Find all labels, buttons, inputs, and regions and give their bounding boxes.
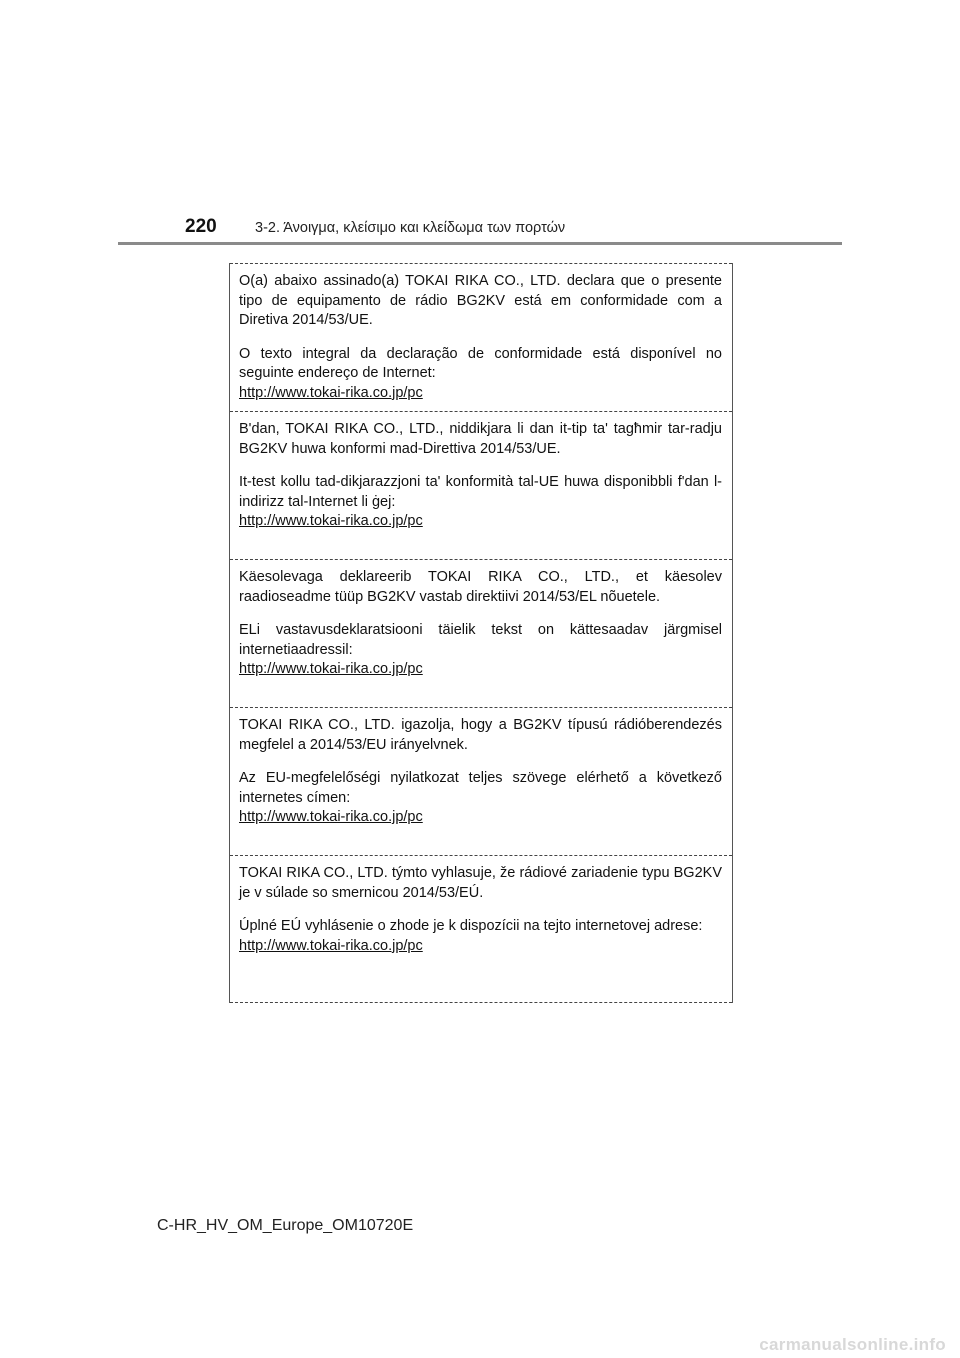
declaration-availability: O texto integral da declaração de conformidade está disponível no seguinte endereço de Internet: <box>239 345 722 381</box>
declaration-availability: It-test kollu tad-dikjarazzjoni ta' konformità tal-UE huwa disponibbli f'dan l-indirizz tal-Internet li ġej: <box>239 474 722 510</box>
declaration-url-link[interactable]: http://www.tokai-rika.co.jp/pc <box>239 513 423 529</box>
watermark: carmanualsonline.info <box>759 1335 946 1354</box>
declaration-url-link[interactable]: http://www.tokai-rika.co.jp/pc <box>239 384 423 401</box>
page-header <box>185 216 565 238</box>
declaration-slovak <box>230 855 732 1003</box>
declaration-statement: B'dan, TOKAI RIKA CO., LTD., niddikjara li dan it-tip ta' tagħmir tar-radju BG2KV huwa konformi mad-Direttiva 2014/53/UE. <box>239 421 722 457</box>
document-id: C-HR_HV_OM_Europe_OM10720E <box>157 1217 414 1234</box>
declaration-table <box>229 263 733 1003</box>
declaration-availability: Az EU-megfelelőségi nyilatkozat teljes szövege elérhető a következő internetes címen: <box>239 770 722 806</box>
declaration-statement: O(a) abaixo assinado(a) TOKAI RIKA CO., LTD. declara que o presente tipo de equipamento de rádio BG2KV está em conformidade com a Diretiva 2014/53/UE. <box>239 273 722 328</box>
declaration-maltese <box>230 411 732 559</box>
declaration-url-link[interactable]: http://www.tokai-rika.co.jp/pc <box>239 661 423 677</box>
header-divider <box>118 242 842 245</box>
declaration-statement: TOKAI RIKA CO., LTD. igazolja, hogy a BG2KV típusú rádióberendezés megfelel a 2014/53/EU irányelvnek. <box>239 717 722 753</box>
declaration-availability: Úplné EÚ vyhlásenie o zhode je k dispozícii na tejto internetovej adrese: <box>239 918 703 934</box>
declaration-statement: Käesolevaga deklareerib TOKAI RIKA CO., LTD., et käesolev raadioseadme tüüp BG2KV vastab direktiivi 2014/53/EL nõuetele. <box>239 569 722 605</box>
section-title: 3-2. Άνοιγμα, κλείσιμο και κλείδωμα των πορτών <box>255 220 566 236</box>
declaration-availability: ELi vastavusdeklaratsiooni täielik tekst on kättesaadav järgmisel internetiaadressil: <box>239 622 722 658</box>
declaration-hungarian <box>230 707 732 855</box>
declaration-portuguese <box>230 263 732 411</box>
declaration-url-link[interactable]: http://www.tokai-rika.co.jp/pc <box>239 937 423 954</box>
declaration-statement: TOKAI RIKA CO., LTD. týmto vyhlasuje, že rádiové zariadenie typu BG2KV je v súlade so smernicou 2014/53/EÚ. <box>239 865 722 901</box>
page-number: 220 <box>185 216 217 237</box>
declaration-url-link[interactable]: http://www.tokai-rika.co.jp/pc <box>239 809 423 825</box>
declaration-estonian <box>230 559 732 707</box>
